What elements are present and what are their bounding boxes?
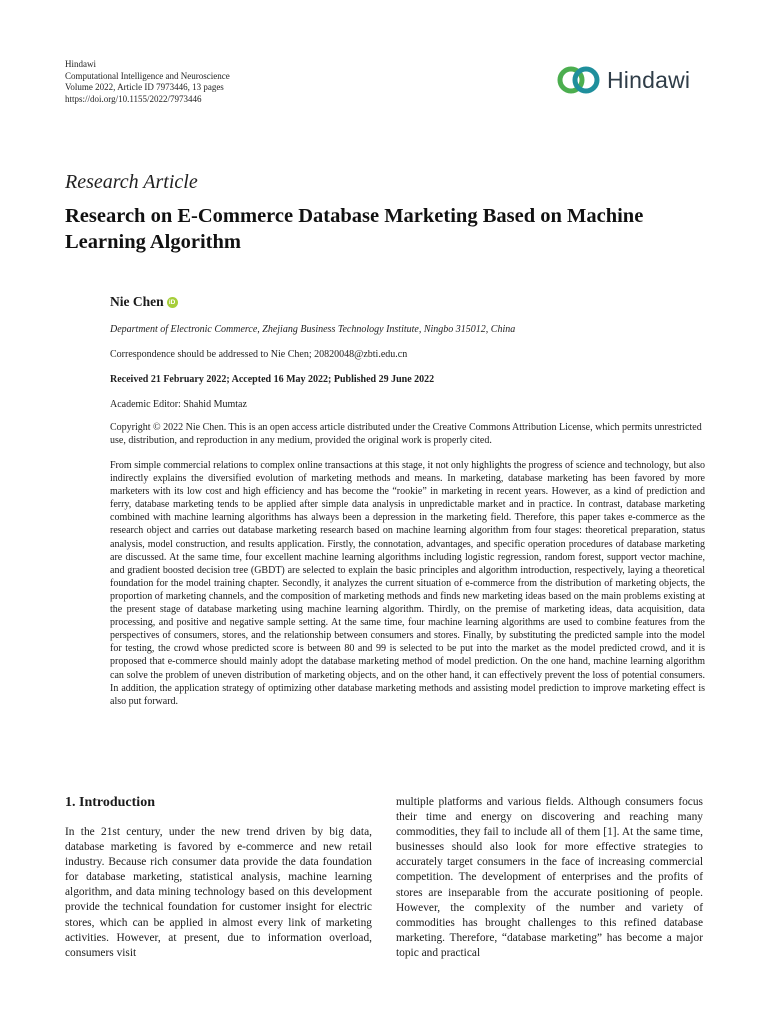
hindawi-logo-icon [557, 62, 601, 98]
correspondence: Correspondence should be addressed to Nie Chen; 20820048@zbti.edu.cn [110, 349, 408, 360]
affiliation: Department of Electronic Commerce, Zhejiang Business Technology Institute, Ningbo 315012, China [110, 324, 516, 335]
author [110, 294, 178, 310]
publication-dates: Received 21 February 2022; Accepted 16 May 2022; Published 29 June 2022 [110, 374, 435, 385]
article-title: Research on E-Commerce Database Marketing Based on Machine Learning Algorithm [65, 205, 644, 253]
publisher-name: Hindawi [65, 59, 96, 69]
doi-link[interactable]: https://doi.org/10.1155/2022/7973446 [65, 93, 202, 104]
copyright-notice: Copyright © 2022 Nie Chen. This is an open access article distributed under the Creative Commons Attribution License, which permits unrestricted use, distribution, and reproduction in any medium, provided the original work is properly cited. [110, 422, 702, 446]
article-type: Research Article [65, 171, 198, 193]
journal-name: Computational Intelligence and Neuroscience [65, 70, 230, 81]
section-heading-introduction: 1. Introduction [65, 795, 155, 810]
abstract: From simple commercial relations to complex online transactions at this stage, it not only highlights the progress of science and technology, but also indirectly explains the diversified evolution of marketing methods and means. In marketing, database marketing has been favored by more marketers with its low cost and high efficiency and has become the “rookie” in marketing in recent years. However, as a kind of prediction and ferry, database marketing tends to be applied after simple data analysis in unpredictable market and in practice. In contrast, database marketing combined with machine learning algorithms has always been a depression in the marketing field. Therefore, this paper takes e-commerce as the research object and carries out database marketing research based on machine learning algorithm from four stages: theoretical preparation, status analysis, model construction, and results application. Firstly, the connotation, advantages, and specific operation procedures of database marketing are discussed. At the same time, four excellent machine learning algorithms including logistic regression, random forest, support vector machine, and gradient boosted decision tree (GBDT) are selected to explain the basic principles and algorithm introduction, respectively, laying a theoretical foundation for the model training chapter. Secondly, it analyzes the current situation of e-commerce from the distribution of marketing objects, the proportion of marketing channels, and the composition of marketing methods and finds new marketing ideas based on the main problems existing at the present stage of database marketing using machine learning algorithm. Thirdly, on the premise of marketing ideas, data acquisition, data processing, and positive and negative sample setting. At the same time, four machine learning algorithms are used to combine features from the perspectives of consumers, stores, and the relationship between consumers and stores. Finally, by substituting the predicted sample into the model for testing, the crowd whose predicted score is between 80 and 99 is selected to be put into the market as the model predicted crowd, and it is proposed that e-commerce should mainly adopt the database marketing method of model prediction. On the one hand, machine learning algorithm can solve the problem of uneven distribution of marketing objects, and on the other hand, it can effectively prevent the loss of potential consumers. In addition, the application strategy of optimizing other database marketing methods and assisting model prediction to improve marketing effect is also put forward. [110, 460, 705, 707]
volume-info: Volume 2022, Article ID 7973446, 13 pages [65, 82, 224, 92]
academic-editor: Academic Editor: Shahid Mumtaz [110, 399, 247, 410]
orcid-icon[interactable]: iD [167, 297, 178, 308]
journal-header [65, 59, 230, 105]
author-name: Nie Chen [110, 294, 164, 309]
introduction-column-left: In the 21st century, under the new trend driven by big data, database marketing is favored by e-commerce and new retail industry. Because rich consumer data provide the data foundation for database marketing, statistical analysis, machine learning algorithm, and data mining technology based on this development provide the technical foundation for customer insight for electric stores, which can be applied in almost every link of marketing activities. However, at present, due to information overload, consumers visit [65, 826, 372, 959]
introduction-column-right: multiple platforms and various fields. Although consumers focus their time and energy on discovering and reaching many commodities, they fail to include all of them [1]. At the same time, businesses should also look for more effective strategies to accurately target consumers in the face of increasing commercial competition. The development of enterprises and the profits of stores are inseparable from the accurate positioning of people. However, the complexity of the number and variety of commodities has brought challenges to this refined database marketing. Therefore, “database marketing” has become a major topic and practical [396, 796, 703, 959]
hindawi-logo [557, 62, 690, 98]
logo-text: Hindawi [607, 66, 691, 93]
